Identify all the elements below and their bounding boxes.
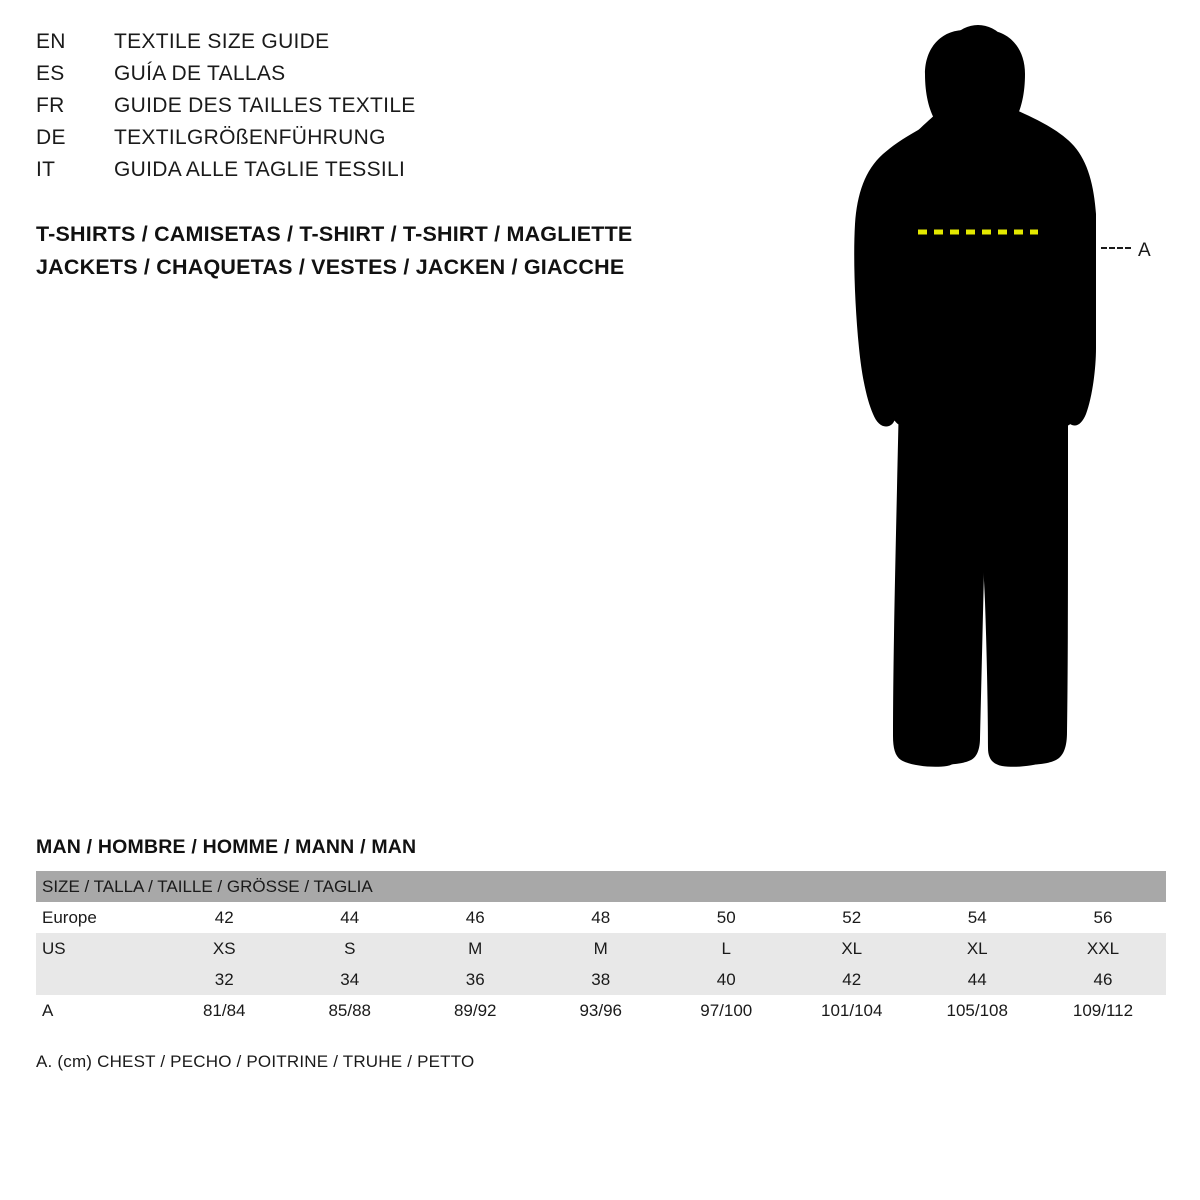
language-code: EN — [36, 30, 66, 53]
table-section-title: MAN / HOMBRE / HOMME / MANN / MAN — [36, 836, 417, 858]
body-figure — [820, 18, 1180, 788]
row-label: US — [36, 933, 162, 964]
table-cell: 101/104 — [789, 995, 915, 1026]
table-cell: 52 — [789, 902, 915, 933]
table-cell: 36 — [413, 964, 539, 995]
language-code: DE — [36, 126, 66, 149]
language-row — [36, 62, 736, 94]
table-cell: 34 — [287, 964, 413, 995]
table-cell: 54 — [915, 902, 1041, 933]
table-cell: 56 — [1040, 902, 1166, 933]
language-header-block — [36, 30, 736, 190]
category-block — [36, 218, 796, 284]
language-row — [36, 126, 736, 158]
measure-leader-line — [1101, 247, 1131, 249]
row-label — [36, 964, 162, 995]
language-row — [36, 158, 736, 190]
language-title: TEXTILE SIZE GUIDE — [114, 30, 330, 53]
language-title: GUIDE DES TAILLES TEXTILE — [114, 94, 416, 117]
language-title: GUIDA ALLE TAGLIE TESSILI — [114, 158, 406, 181]
size-table-section — [36, 836, 1166, 1072]
table-cell: 105/108 — [915, 995, 1041, 1026]
table-cell: XL — [789, 933, 915, 964]
table-cell: 46 — [1040, 964, 1166, 995]
table-cell: 44 — [287, 902, 413, 933]
table-cell: M — [413, 933, 539, 964]
table-cell: S — [287, 933, 413, 964]
language-row — [36, 30, 736, 62]
table-cell: 81/84 — [162, 995, 288, 1026]
measure-label-a: A — [1138, 240, 1151, 261]
table-cell: 32 — [162, 964, 288, 995]
row-label: A — [36, 995, 162, 1026]
table-cell: 109/112 — [1040, 995, 1166, 1026]
table-cell: 42 — [789, 964, 915, 995]
table-row — [36, 995, 1166, 1026]
language-title: TEXTILGRÖßENFÜHRUNG — [114, 126, 386, 149]
table-cell: 97/100 — [664, 995, 790, 1026]
table-cell: 93/96 — [538, 995, 664, 1026]
table-cell: L — [664, 933, 790, 964]
table-cell: M — [538, 933, 664, 964]
table-row — [36, 902, 1166, 933]
table-row — [36, 964, 1166, 995]
language-code: ES — [36, 62, 65, 85]
row-label: Europe — [36, 902, 162, 933]
table-cell: 42 — [162, 902, 288, 933]
table-cell: 89/92 — [413, 995, 539, 1026]
language-title: GUÍA DE TALLAS — [114, 62, 286, 85]
table-cell: 38 — [538, 964, 664, 995]
category-line-tshirts: T-SHIRTS / CAMISETAS / T-SHIRT / T-SHIRT / MAGLIETTE — [36, 222, 633, 246]
table-cell: 44 — [915, 964, 1041, 995]
language-code: FR — [36, 94, 65, 117]
table-row — [36, 933, 1166, 964]
table-cell: XXL — [1040, 933, 1166, 964]
male-silhouette-icon — [820, 18, 1180, 788]
table-row — [36, 871, 1166, 902]
language-row — [36, 94, 736, 126]
table-cell: XS — [162, 933, 288, 964]
table-cell: 40 — [664, 964, 790, 995]
size-table — [36, 871, 1166, 1026]
category-line-jackets: JACKETS / CHAQUETAS / VESTES / JACKEN / GIACCHE — [36, 255, 625, 279]
table-cell: 85/88 — [287, 995, 413, 1026]
table-header-label: SIZE / TALLA / TAILLE / GRÖSSE / TAGLIA — [36, 871, 1166, 902]
table-cell: 48 — [538, 902, 664, 933]
table-footnote: A. (cm) CHEST / PECHO / POITRINE / TRUHE / PETTO — [36, 1052, 475, 1071]
table-cell: 46 — [413, 902, 539, 933]
language-code: IT — [36, 158, 56, 181]
table-cell: 50 — [664, 902, 790, 933]
table-cell: XL — [915, 933, 1041, 964]
